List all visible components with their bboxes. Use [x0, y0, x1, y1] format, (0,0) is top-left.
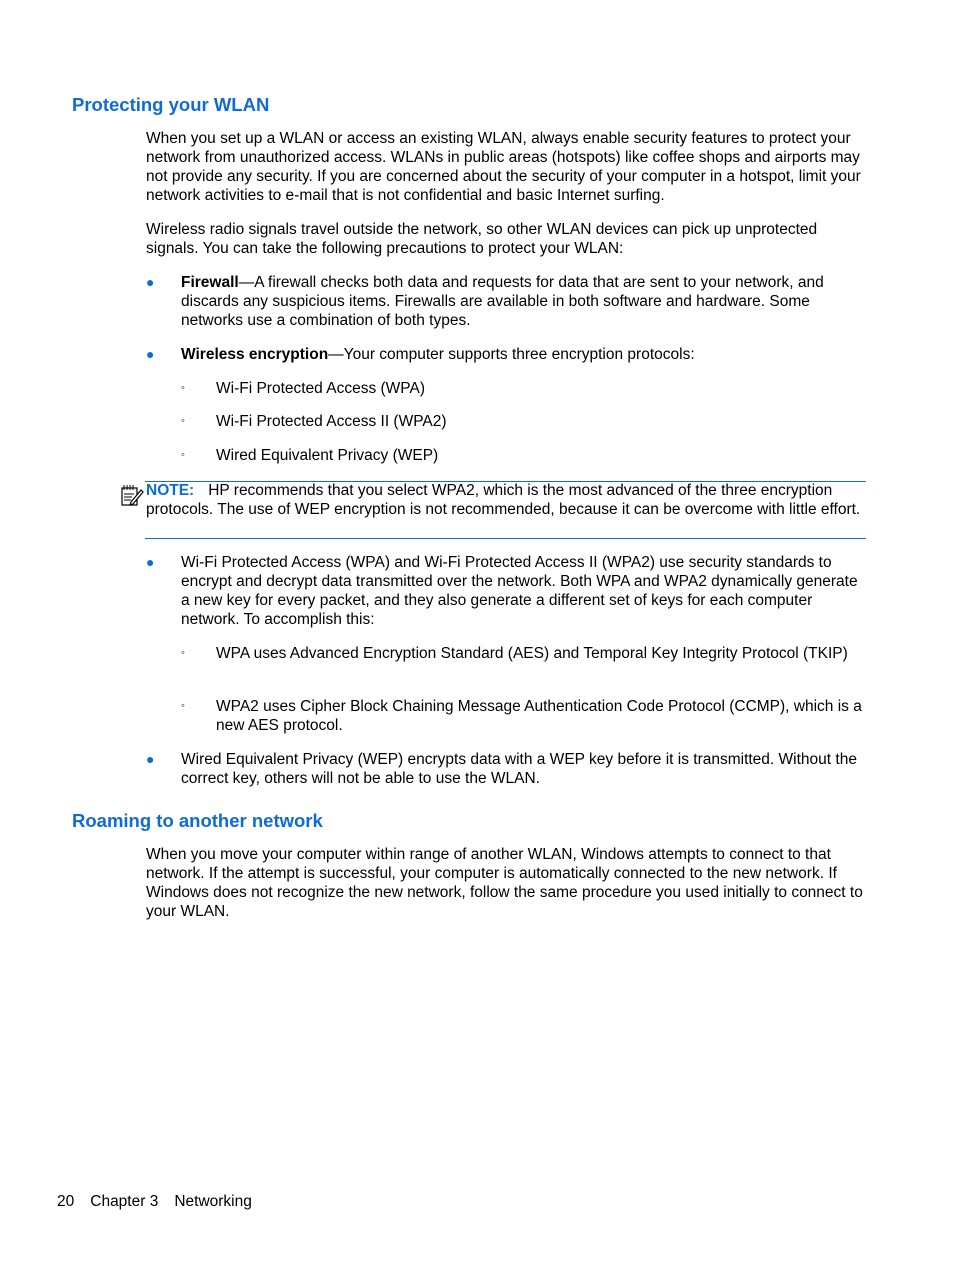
bullet-term: Wireless encryption	[181, 346, 329, 363]
sub-bullet-aes: ◦ WPA uses Advanced Encryption Standard (AES) and Temporal Key Integrity Protocol (TKIP)	[181, 645, 848, 662]
page-number: 20	[57, 1193, 75, 1210]
sub-bullet-wpa: ◦ Wi-Fi Protected Access (WPA)	[181, 380, 425, 397]
bullet-dot-icon: ●	[146, 346, 155, 362]
bullet-term: Firewall	[181, 274, 239, 291]
paragraph-roaming: When you move your computer within range of another WLAN, Windows attempts to connect to that network. If the attempt is successful, your computer is automatically connected to the new network. If Windows does not recognize the new network, follow the same procedure you used initially to connect to your WLAN.	[146, 846, 863, 920]
sub-bullet-ccmp: ◦ WPA2 uses Cipher Block Chaining Message Authentication Code Protocol (CCMP), which is a new AES protocol.	[181, 698, 862, 734]
bullet-firewall	[146, 273, 866, 330]
page-footer	[57, 1192, 268, 1211]
sub-bullet-circle-icon: ◦	[181, 382, 185, 394]
note-body	[146, 481, 866, 519]
sub-bullet-circle-icon: ◦	[181, 647, 185, 659]
note-label: NOTE:	[146, 482, 195, 499]
chapter-title: Networking	[174, 1193, 252, 1210]
bullet-text: —Your computer supports three encryption protocols:	[328, 346, 695, 363]
sub-bullet-wpa2: ◦ Wi-Fi Protected Access II (WPA2)	[181, 413, 447, 430]
note-text: HP recommends that you select WPA2, which is the most advanced of the three encryption protocols. The use of WEP encryption is not recommended, because it can be overcome with little effort.	[146, 482, 861, 518]
bullet-wpa-standards: ● Wi-Fi Protected Access (WPA) and Wi-Fi Protected Access II (WPA2) use security standards to encrypt and decrypt data transmitted over the network. Both WPA and WPA2 dynamically generate a new key for every packet, and they also generate a different set of keys for each computer network. To accomplish this:	[146, 554, 858, 628]
sub-bullet-wep: ◦ Wired Equivalent Privacy (WEP)	[181, 447, 439, 464]
note-rule-bottom	[145, 538, 866, 539]
chapter-label: Chapter 3	[90, 1193, 159, 1210]
bullet-text: —A firewall checks both data and requests for data that are sent to your network, and discards any suspicious items. Firewalls are available in both software and hardware. Some networks use a combination of both types.	[181, 274, 824, 329]
section-heading-roaming: Roaming to another network	[72, 810, 323, 831]
bullet-dot-icon: ●	[146, 274, 155, 290]
paragraph-intro: When you set up a WLAN or access an existing WLAN, always enable security features to protect your network from unauthorized access. WLANs in public areas (hotspots) like coffee shops and airports may not provide any security. If you are concerned about the security of your computer in a hotspot, limit your network activities to e-mail that is not confidential and basic Internet surfing.	[146, 130, 861, 204]
bullet-dot-icon: ●	[146, 751, 155, 767]
bullet-wireless-encryption	[146, 345, 866, 364]
paragraph-precautions: Wireless radio signals travel outside the network, so other WLAN devices can pick up unprotected signals. You can take the following precautions to protect your WLAN:	[146, 221, 818, 257]
note-box	[118, 481, 866, 539]
bullet-wep: ● Wired Equivalent Privacy (WEP) encrypts data with a WEP key before it is transmitted. Without the correct key, others will not be able to use the WLAN.	[146, 751, 857, 787]
sub-bullet-circle-icon: ◦	[181, 449, 185, 461]
sub-bullet-circle-icon: ◦	[181, 700, 185, 712]
bullet-dot-icon: ●	[146, 554, 155, 570]
note-pad-icon	[120, 483, 144, 507]
sub-bullet-circle-icon: ◦	[181, 415, 185, 427]
section-heading-protecting-wlan: Protecting your WLAN	[72, 94, 270, 115]
